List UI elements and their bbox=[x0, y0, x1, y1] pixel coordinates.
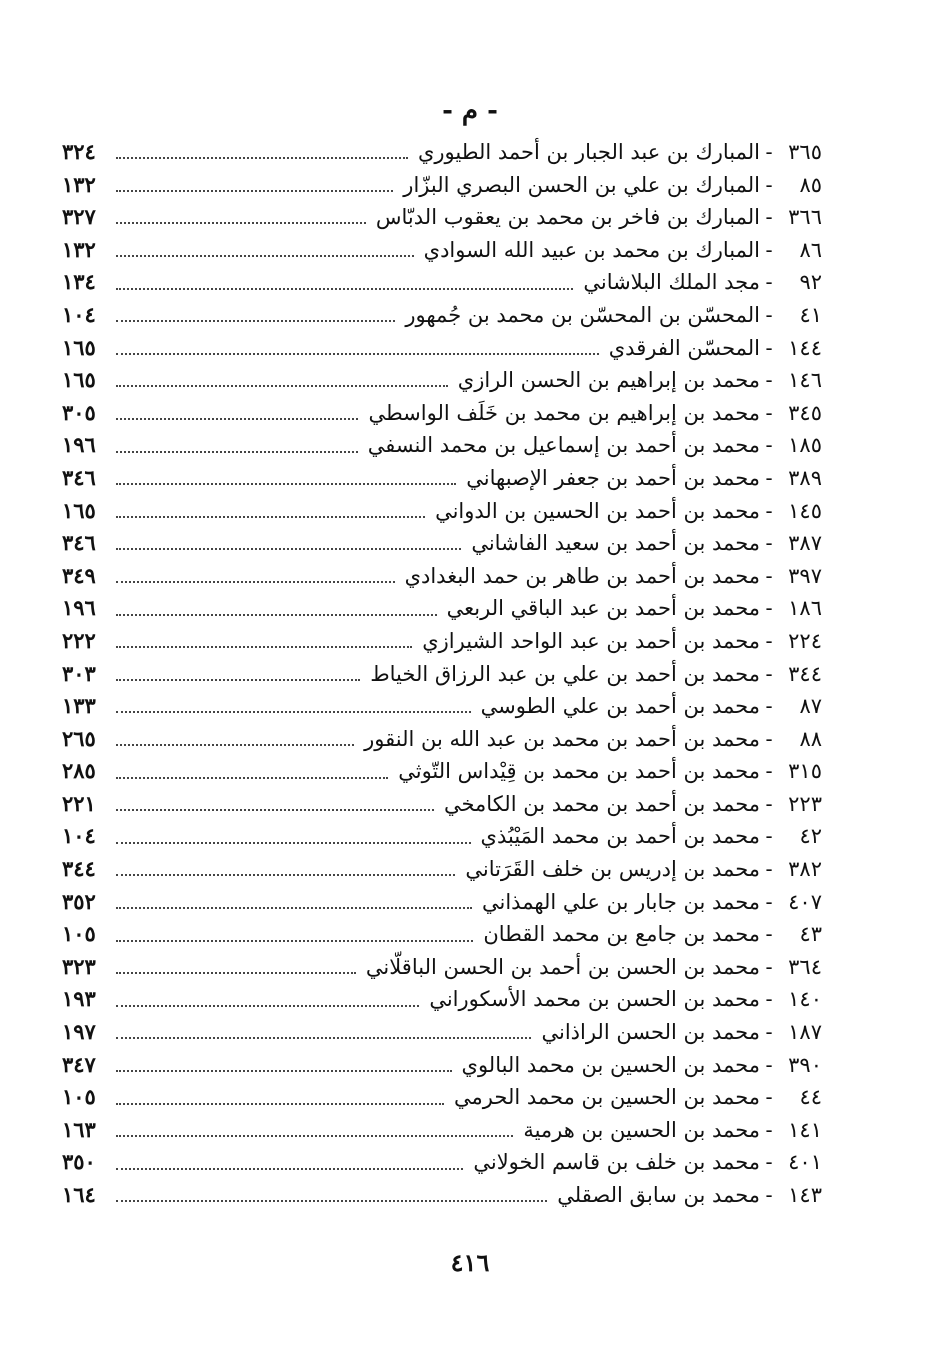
index-entry bbox=[62, 397, 822, 430]
entry-name: المحسّن بن المحسّن بن محمد بن جُمهور bbox=[405, 302, 760, 327]
entry-number: ٢٢٣ bbox=[788, 791, 822, 816]
entry-number: ١٤٥ bbox=[788, 498, 822, 523]
entry-name: محمد بن أحمد بن علي بن عبد الرزاق الخياط bbox=[370, 661, 760, 686]
dot-leader bbox=[116, 190, 393, 192]
dot-leader bbox=[116, 711, 471, 713]
entry-dash: - bbox=[765, 889, 773, 914]
entry-dash: - bbox=[765, 433, 773, 458]
entry-name: محمد بن الحسين بن هرمية bbox=[523, 1117, 760, 1142]
entry-dash: - bbox=[765, 205, 773, 230]
entry-number: ٤٢ bbox=[799, 824, 822, 849]
index-entry bbox=[62, 820, 822, 853]
index-entries bbox=[62, 136, 822, 1212]
entry-name: محمد بن جامع بن محمد القطان bbox=[483, 922, 760, 947]
entry-dash: - bbox=[765, 368, 773, 393]
index-entry bbox=[62, 1049, 822, 1082]
dot-leader bbox=[116, 940, 473, 942]
entry-number: ١٤٣ bbox=[788, 1183, 822, 1207]
dot-leader bbox=[116, 255, 414, 257]
section-letter: - م - bbox=[442, 96, 498, 126]
entry-number: ٣٤٤ bbox=[788, 661, 822, 686]
index-entry bbox=[62, 136, 822, 169]
index-entry bbox=[62, 527, 822, 560]
entry-page-ref: ١٦٤ bbox=[62, 1182, 96, 1207]
dot-leader bbox=[116, 874, 455, 876]
entry-dash: - bbox=[765, 270, 773, 295]
index-entry bbox=[62, 592, 822, 625]
entry-page-ref: ١٠٥ bbox=[62, 1084, 96, 1110]
entry-dash: - bbox=[765, 1085, 773, 1110]
entry-number: ٤٤ bbox=[799, 1085, 822, 1110]
entry-dash: - bbox=[765, 1183, 773, 1207]
entry-name: محمد بن الحسين بن محمد الحرمي bbox=[454, 1085, 760, 1110]
entry-name: مجد الملك البلاشاني bbox=[583, 270, 760, 295]
entry-name: محمد بن جابار بن علي الهمذاني bbox=[481, 889, 760, 914]
index-entry bbox=[62, 266, 822, 299]
entry-page-ref: ١٩٧ bbox=[62, 1019, 96, 1045]
entry-page-ref: ٣٥٠ bbox=[62, 1149, 96, 1175]
entry-name: محمد بن إدريس بن خلف القَرَتاني bbox=[465, 857, 760, 882]
entry-number: ٨٧ bbox=[799, 694, 822, 719]
index-entry bbox=[62, 201, 822, 234]
entry-name: محمد بن الحسن بن أحمد بن الحسن الباقلّاني bbox=[365, 954, 760, 979]
index-entry bbox=[62, 886, 822, 919]
entry-page-ref: ٣٤٤ bbox=[62, 856, 96, 882]
entry-dash: - bbox=[765, 237, 773, 262]
dot-leader bbox=[116, 418, 358, 420]
entry-dash: - bbox=[765, 335, 773, 360]
index-entry bbox=[62, 1146, 822, 1179]
dot-leader bbox=[116, 1037, 531, 1039]
entry-page-ref: ١٩٦ bbox=[62, 595, 96, 621]
entry-page-ref: ١٠٤ bbox=[62, 301, 96, 327]
entry-dash: - bbox=[765, 628, 773, 653]
entry-dash: - bbox=[765, 954, 773, 979]
entry-page-ref: ٣٢٧ bbox=[62, 204, 96, 230]
index-entry bbox=[62, 723, 822, 756]
entry-number: ١٨٥ bbox=[788, 433, 822, 458]
entry-number: ٣٦٤ bbox=[788, 954, 822, 979]
index-entry bbox=[62, 560, 822, 593]
entry-number: ١٤٠ bbox=[788, 987, 822, 1012]
entry-page-ref: ٣٥٢ bbox=[62, 888, 96, 914]
entry-page-ref: ٣٠٥ bbox=[62, 399, 96, 425]
index-entry bbox=[62, 690, 822, 723]
dot-leader bbox=[116, 614, 437, 616]
entry-dash: - bbox=[765, 302, 773, 327]
entry-page-ref: ١٩٦ bbox=[62, 432, 96, 458]
entry-dash: - bbox=[765, 726, 773, 751]
entry-dash: - bbox=[765, 857, 773, 882]
entry-dash: - bbox=[765, 824, 773, 849]
index-entry bbox=[62, 1016, 822, 1049]
entry-number: ٣٨٢ bbox=[788, 857, 822, 882]
dot-leader bbox=[116, 809, 434, 811]
entry-number: ٣٩٠ bbox=[788, 1052, 822, 1077]
entry-page-ref: ١٩٣ bbox=[62, 986, 96, 1012]
entry-page-ref: ٢٨٥ bbox=[62, 758, 96, 784]
entry-name: محمد بن أحمد بن علي الطوسي bbox=[480, 694, 760, 719]
entry-page-ref: ١٦٣ bbox=[62, 1116, 96, 1142]
entry-name: محمد بن أحمد بن عبد الواحد الشيرازي bbox=[422, 628, 760, 653]
entry-dash: - bbox=[765, 694, 773, 719]
dot-leader bbox=[116, 483, 456, 485]
index-entry bbox=[62, 462, 822, 495]
entry-name: محمد بن أحمد بن محمد المَيْبُذي bbox=[480, 824, 760, 849]
index-entry bbox=[62, 299, 822, 332]
entry-name: المبارك بن علي بن الحسن البصري البزّار bbox=[403, 172, 760, 197]
entry-dash: - bbox=[765, 922, 773, 947]
entry-number: ٩٢ bbox=[799, 270, 822, 295]
entry-number: ٨٨ bbox=[799, 726, 822, 751]
entry-name: محمد بن أحمد بن سعيد الفاشاني bbox=[471, 531, 760, 556]
index-entry bbox=[62, 332, 822, 365]
entry-name: محمد بن الحسين بن محمد البالوي bbox=[461, 1052, 760, 1077]
entry-page-ref: ١٦٥ bbox=[62, 497, 96, 523]
entry-number: ٤٠١ bbox=[788, 1150, 822, 1175]
entry-number: ١٤١ bbox=[788, 1117, 822, 1142]
entry-dash: - bbox=[765, 1117, 773, 1142]
entry-name: محمد بن أحمد بن محمد بن عبد الله بن النقور bbox=[364, 726, 760, 751]
dot-leader bbox=[116, 1168, 463, 1170]
dot-leader bbox=[116, 1005, 419, 1007]
entry-name: محمد بن إبراهيم بن الحسن الرازي bbox=[457, 368, 760, 393]
dot-leader bbox=[116, 972, 356, 974]
index-entry bbox=[62, 983, 822, 1016]
entry-dash: - bbox=[765, 596, 773, 621]
index-entry bbox=[62, 951, 822, 984]
entry-page-ref: ٢٦٥ bbox=[62, 725, 96, 751]
index-entry bbox=[62, 495, 822, 528]
entry-dash: - bbox=[765, 531, 773, 556]
entry-dash: - bbox=[765, 400, 773, 425]
entry-number: ٣٩٧ bbox=[788, 563, 822, 588]
entry-name: محمد بن أحمد بن عبد الباقي الربعي bbox=[446, 596, 760, 621]
page-number: ٤١٦ bbox=[450, 1248, 490, 1277]
index-entry bbox=[62, 853, 822, 886]
entry-page-ref: ٣٢٣ bbox=[62, 953, 96, 979]
entry-name: محمد بن أحمد بن إسماعيل بن محمد النسفي bbox=[367, 433, 760, 458]
entry-page-ref: ١٠٥ bbox=[62, 921, 96, 947]
entry-dash: - bbox=[765, 759, 773, 784]
dot-leader bbox=[116, 516, 425, 518]
entry-name: محمد بن الحسن بن محمد الأسكوراني bbox=[429, 987, 760, 1012]
index-entry bbox=[62, 658, 822, 691]
entry-number: ١٤٤ bbox=[788, 335, 822, 360]
entry-page-ref: ٣٤٦ bbox=[62, 530, 96, 556]
entry-page-ref: ٣٤٩ bbox=[62, 562, 96, 588]
entry-page-ref: ١٣٣ bbox=[62, 693, 96, 719]
dot-leader bbox=[116, 288, 573, 290]
entry-number: ١٤٦ bbox=[788, 368, 822, 393]
entry-name: المحسّن الفرقدي bbox=[608, 335, 760, 360]
entry-number: ٤١ bbox=[799, 302, 822, 327]
entry-page-ref: ٣٠٣ bbox=[62, 660, 96, 686]
entry-dash: - bbox=[765, 563, 773, 588]
entry-name: محمد بن أحمد بن الحسين بن الدواني bbox=[435, 498, 760, 523]
entry-name: محمد بن أحمد بن محمد بن الكامخي bbox=[444, 791, 760, 816]
entry-name: محمد بن أحمد بن محمد بن قِيْداس التّوثي bbox=[398, 759, 760, 784]
entry-name: محمد بن إبراهيم بن محمد بن خَلَف الواسطي bbox=[368, 400, 760, 425]
index-entry bbox=[62, 234, 822, 267]
dot-leader bbox=[116, 1135, 513, 1137]
entry-name: محمد بن أحمد بن طاهر بن حمد البغدادي bbox=[404, 563, 760, 588]
dot-leader bbox=[116, 744, 354, 746]
entry-number: ٣٨٧ bbox=[788, 531, 822, 556]
entry-name: المبارك بن عبد الجبار بن أحمد الطيوري bbox=[417, 140, 760, 164]
dot-leader bbox=[116, 1103, 444, 1105]
entry-page-ref: ٣٤٦ bbox=[62, 464, 96, 490]
index-entry bbox=[62, 1081, 822, 1114]
index-entry bbox=[62, 169, 822, 202]
entry-dash: - bbox=[765, 465, 773, 490]
dot-leader bbox=[116, 320, 395, 322]
index-entry bbox=[62, 625, 822, 658]
dot-leader bbox=[116, 157, 408, 159]
entry-dash: - bbox=[765, 140, 773, 164]
entry-dash: - bbox=[765, 1020, 773, 1045]
entry-dash: - bbox=[765, 172, 773, 197]
index-entry bbox=[62, 1114, 822, 1147]
entry-page-ref: ٣٢٤ bbox=[62, 139, 96, 164]
entry-dash: - bbox=[765, 791, 773, 816]
entry-number: ١٨٧ bbox=[788, 1020, 822, 1045]
entry-page-ref: ١٣٤ bbox=[62, 269, 96, 295]
entry-dash: - bbox=[765, 1150, 773, 1175]
entry-number: ٣٦٥ bbox=[788, 140, 822, 164]
entry-number: ٣٨٩ bbox=[788, 465, 822, 490]
dot-leader bbox=[116, 353, 599, 355]
entry-number: ٣٤٥ bbox=[788, 400, 822, 425]
index-entry bbox=[62, 1179, 822, 1212]
entry-name: محمد بن أحمد بن جعفر الإصبهاني bbox=[466, 465, 760, 490]
entry-number: ٨٦ bbox=[799, 237, 822, 262]
dot-leader bbox=[116, 222, 366, 224]
entry-dash: - bbox=[765, 1052, 773, 1077]
entry-page-ref: ٣٤٧ bbox=[62, 1051, 96, 1077]
entry-dash: - bbox=[765, 987, 773, 1012]
dot-leader bbox=[116, 646, 412, 648]
entry-dash: - bbox=[765, 498, 773, 523]
entry-page-ref: ١٣٢ bbox=[62, 236, 96, 262]
dot-leader bbox=[116, 385, 448, 387]
entry-page-ref: ٢٢١ bbox=[62, 790, 96, 816]
entry-name: محمد بن الحسن الراذاني bbox=[541, 1020, 760, 1045]
entry-name: المبارك بن فاخر بن محمد بن يعقوب الدبّاس bbox=[375, 205, 760, 230]
entry-number: ٤٠٧ bbox=[788, 889, 822, 914]
dot-leader bbox=[116, 777, 388, 779]
entry-page-ref: ١٠٤ bbox=[62, 823, 96, 849]
entry-dash: - bbox=[765, 661, 773, 686]
entry-name: محمد بن سابق الصقلي bbox=[557, 1183, 760, 1207]
entry-page-ref: ١٦٥ bbox=[62, 367, 96, 393]
entry-number: ٢٢٤ bbox=[788, 628, 822, 653]
dot-leader bbox=[116, 842, 471, 844]
entry-number: ٤٣ bbox=[799, 922, 822, 947]
dot-leader bbox=[116, 1200, 547, 1202]
dot-leader bbox=[116, 581, 395, 583]
index-entry bbox=[62, 429, 822, 462]
index-entry bbox=[62, 755, 822, 788]
dot-leader bbox=[116, 679, 360, 681]
entry-number: ١٨٦ bbox=[788, 596, 822, 621]
index-entry bbox=[62, 788, 822, 821]
entry-name: محمد بن خلف بن قاسم الخولاني bbox=[473, 1150, 760, 1175]
entry-page-ref: ٢٢٢ bbox=[62, 627, 96, 653]
entry-page-ref: ١٦٥ bbox=[62, 334, 96, 360]
entry-number: ٣١٥ bbox=[788, 759, 822, 784]
dot-leader bbox=[116, 1070, 452, 1072]
dot-leader bbox=[116, 451, 358, 453]
index-entry bbox=[62, 918, 822, 951]
dot-leader bbox=[116, 907, 472, 909]
entry-page-ref: ١٣٢ bbox=[62, 171, 96, 197]
dot-leader bbox=[116, 548, 461, 550]
entry-number: ٨٥ bbox=[799, 172, 822, 197]
entry-number: ٣٦٦ bbox=[788, 205, 822, 230]
entry-name: المبارك بن محمد بن عبيد الله السوادي bbox=[423, 237, 760, 262]
index-entry bbox=[62, 364, 822, 397]
